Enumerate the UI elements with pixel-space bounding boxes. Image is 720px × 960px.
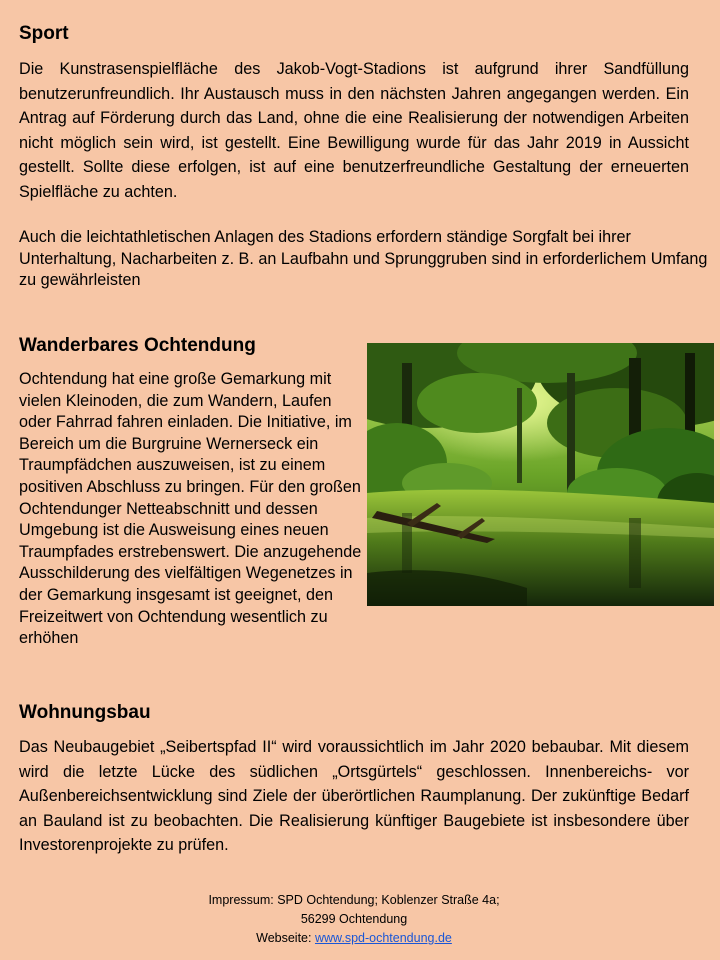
sport-paragraph-1: Die Kunstrasenspielfläche des Jakob-Vogt-Stadions ist aufgrund ihrer Sandfüllung benutzerunfreundlich. Ihr Austausch muss in den nächsten Jahren angegangen werden. Ein Antrag auf Förderung durch das Land, ohne die eine Realisierung der notwendigen Arbeiten nicht möglich sein wird, ist gestellt. Eine Bewilligung wurde für das Jahr 2019 in Aussicht gestellt. Sollte diese erfolgen, ist auf eine benutzerfreundliche Gestaltung der erneuerten Spielfläche zu achten. (19, 60, 689, 201)
impressum-line-1: Impressum: SPD Ochtendung; Koblenzer Straße 4a; (208, 893, 500, 907)
wandern-paragraph: Ochtendung hat eine große Gemarkung mit vielen Kleinoden, die zum Wandern, Laufen oder Fahrrad fahren einladen. Die Initiative, im Bereich um die Burgruine Wernerseck ein Traumpfädchen auszuweisen, ist zu einem positiven Abschluss zu bringen. Für den großen Ochtendunger Netteabschnitt und dessen Umgebung ist die Ausweisung eines neuen Traumpfades erstrebenswert. Die anzugehende Ausschilderung des vielfältigen Wegenetzes in der Gemarkung insgesamt ist geeignet, den Freizeitwert von Ochtendung wesentlich zu erhöhen (19, 370, 362, 648)
impressum-footer (0, 891, 708, 948)
sport-paragraph-2: Auch die leichtathletischen Anlagen des Stadions erfordern ständige Sorgfalt bei ihrer Unterhaltung, Nacharbeiten z. B. an Laufbahn und Sprunggruben sind in erforderlichem Umfang zu gewährleisten (19, 228, 708, 289)
wohnungsbau-paragraph: Das Neubaugebiet „Seibertspfad II“ wird voraussichtlich im Jahr 2020 bebaubar. Mit diesem wird die letzte Lücke des südlichen „Ortsgürtels“ geschlossen. Innenbereichs- vor Außenbereichsentwicklung sind Ziele der überörtlichen Raumplanung. Der zukünftige Bedarf an Bauland ist zu beobachten. Die Realisierung künftiger Baugebiete ist insbesondere über Investorenprojekte zu prüfen. (19, 738, 689, 855)
website-label: Webseite: (256, 931, 312, 945)
forest-stream-photo (367, 343, 714, 606)
section-heading-wandern: Wanderbares Ochtendung (19, 335, 256, 356)
impressum-line-2: 56299 Ochtendung (300, 912, 408, 926)
section-heading-wohnungsbau: Wohnungsbau (19, 702, 151, 723)
impressum-website-line (0, 929, 708, 948)
website-link[interactable]: www.spd-ochtendung.de (314, 931, 452, 945)
section-heading-sport: Sport (19, 23, 69, 44)
